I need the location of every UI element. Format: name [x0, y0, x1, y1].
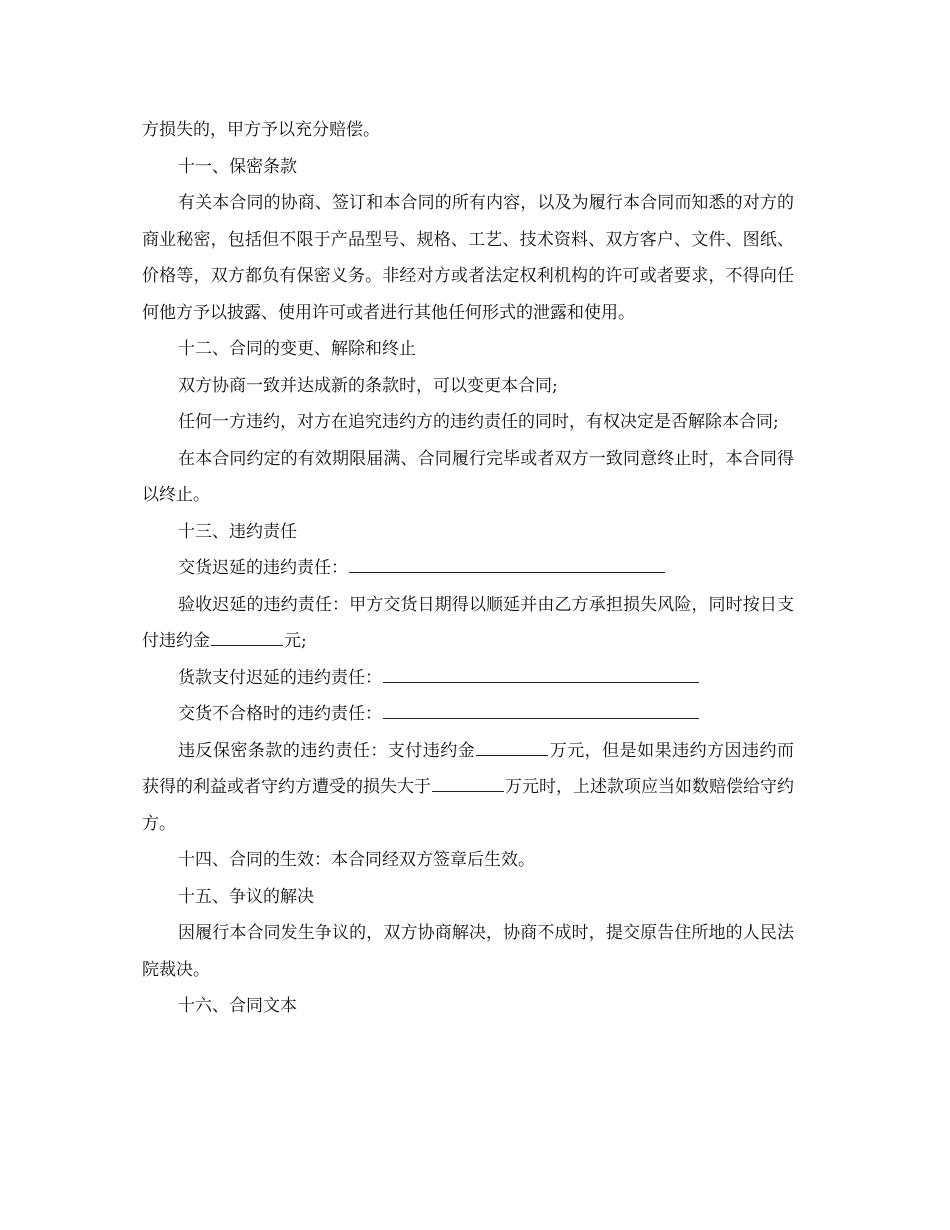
section-13-confidentiality-breach — [142, 733, 794, 843]
section-16-title: 十六、合同文本 — [178, 996, 297, 1016]
section-11-title: 十一、保密条款 — [178, 156, 297, 177]
section-13-title: 十三、违约责任 — [178, 521, 297, 542]
delivery-delay-blank — [349, 554, 665, 573]
confidentiality-text-a: 违反保密条款的违约责任：支付违约金 — [178, 740, 476, 761]
section-13-nonconforming — [142, 696, 794, 733]
acceptance-delay-unit: 元; — [284, 631, 307, 651]
section-12-paragraph-1: 双方协商一致并达成新的条款时，可以变更本合同; — [178, 375, 558, 396]
confidentiality-text-b: 万元，但是如果违约方因违约而获得的利益或者守约方遭受的损失大于 — [142, 740, 795, 797]
document-body — [142, 112, 794, 1025]
section-15-body: 因履行本合同发生争议的，双方协商解决，协商不成时，提交原告住所地的人民法院裁决。 — [142, 923, 794, 980]
section-11-body: 有关本合同的协商、签订和本合同的所有内容，以及为履行本合同而知悉的对方的商业秘密，包括但不限于产品型号、规格、工艺、技术资料、双方客户、文件、图纸、价格等，双方都负有保密义务。非经对方或者法定权利机构的许可或者要求，不得向任何他方予以披露、使用许可或者进行其他任何形式的泄露和使用。 — [142, 193, 794, 323]
payment-delay-label: 货款支付迟延的违约责任： — [178, 667, 382, 688]
nonconforming-blank — [383, 700, 699, 719]
confidentiality-text-c: 万元时，上述款项应当如数赔偿给守约方。 — [142, 777, 794, 834]
delivery-delay-label: 交货迟延的违约责任： — [178, 558, 348, 578]
section-12-paragraph-2: 任何一方违约，对方在追究违约方的违约责任的同时，有权决定是否解除本合同; — [178, 412, 779, 432]
nonconforming-label: 交货不合格时的违约责任： — [178, 704, 382, 724]
section-13-delivery-delay — [142, 550, 794, 587]
section-15-title: 十五、争议的解决 — [178, 886, 314, 907]
section-13-acceptance-delay — [142, 587, 794, 660]
section-14: 十四、合同的生效：本合同经双方签章后生效。 — [178, 850, 535, 870]
confidentiality-penalty-blank — [476, 737, 548, 756]
section-12-paragraph-3: 在本合同约定的有效期限届满、合同履行完毕或者双方一致同意终止时，本合同得以终止。 — [142, 448, 794, 505]
confidentiality-threshold-blank — [432, 773, 504, 792]
section-12-title: 十二、合同的变更、解除和终止 — [178, 339, 416, 359]
acceptance-delay-text: 验收迟延的违约责任：甲方交货日期得以顺延并由乙方承担损失风险，同时按日支付违约金 — [142, 594, 794, 651]
section-13-payment-delay — [142, 660, 794, 697]
payment-delay-blank — [383, 664, 699, 683]
acceptance-penalty-blank — [211, 627, 283, 646]
paragraph-compensation: 方损失的，甲方予以充分赔偿。 — [142, 120, 380, 140]
